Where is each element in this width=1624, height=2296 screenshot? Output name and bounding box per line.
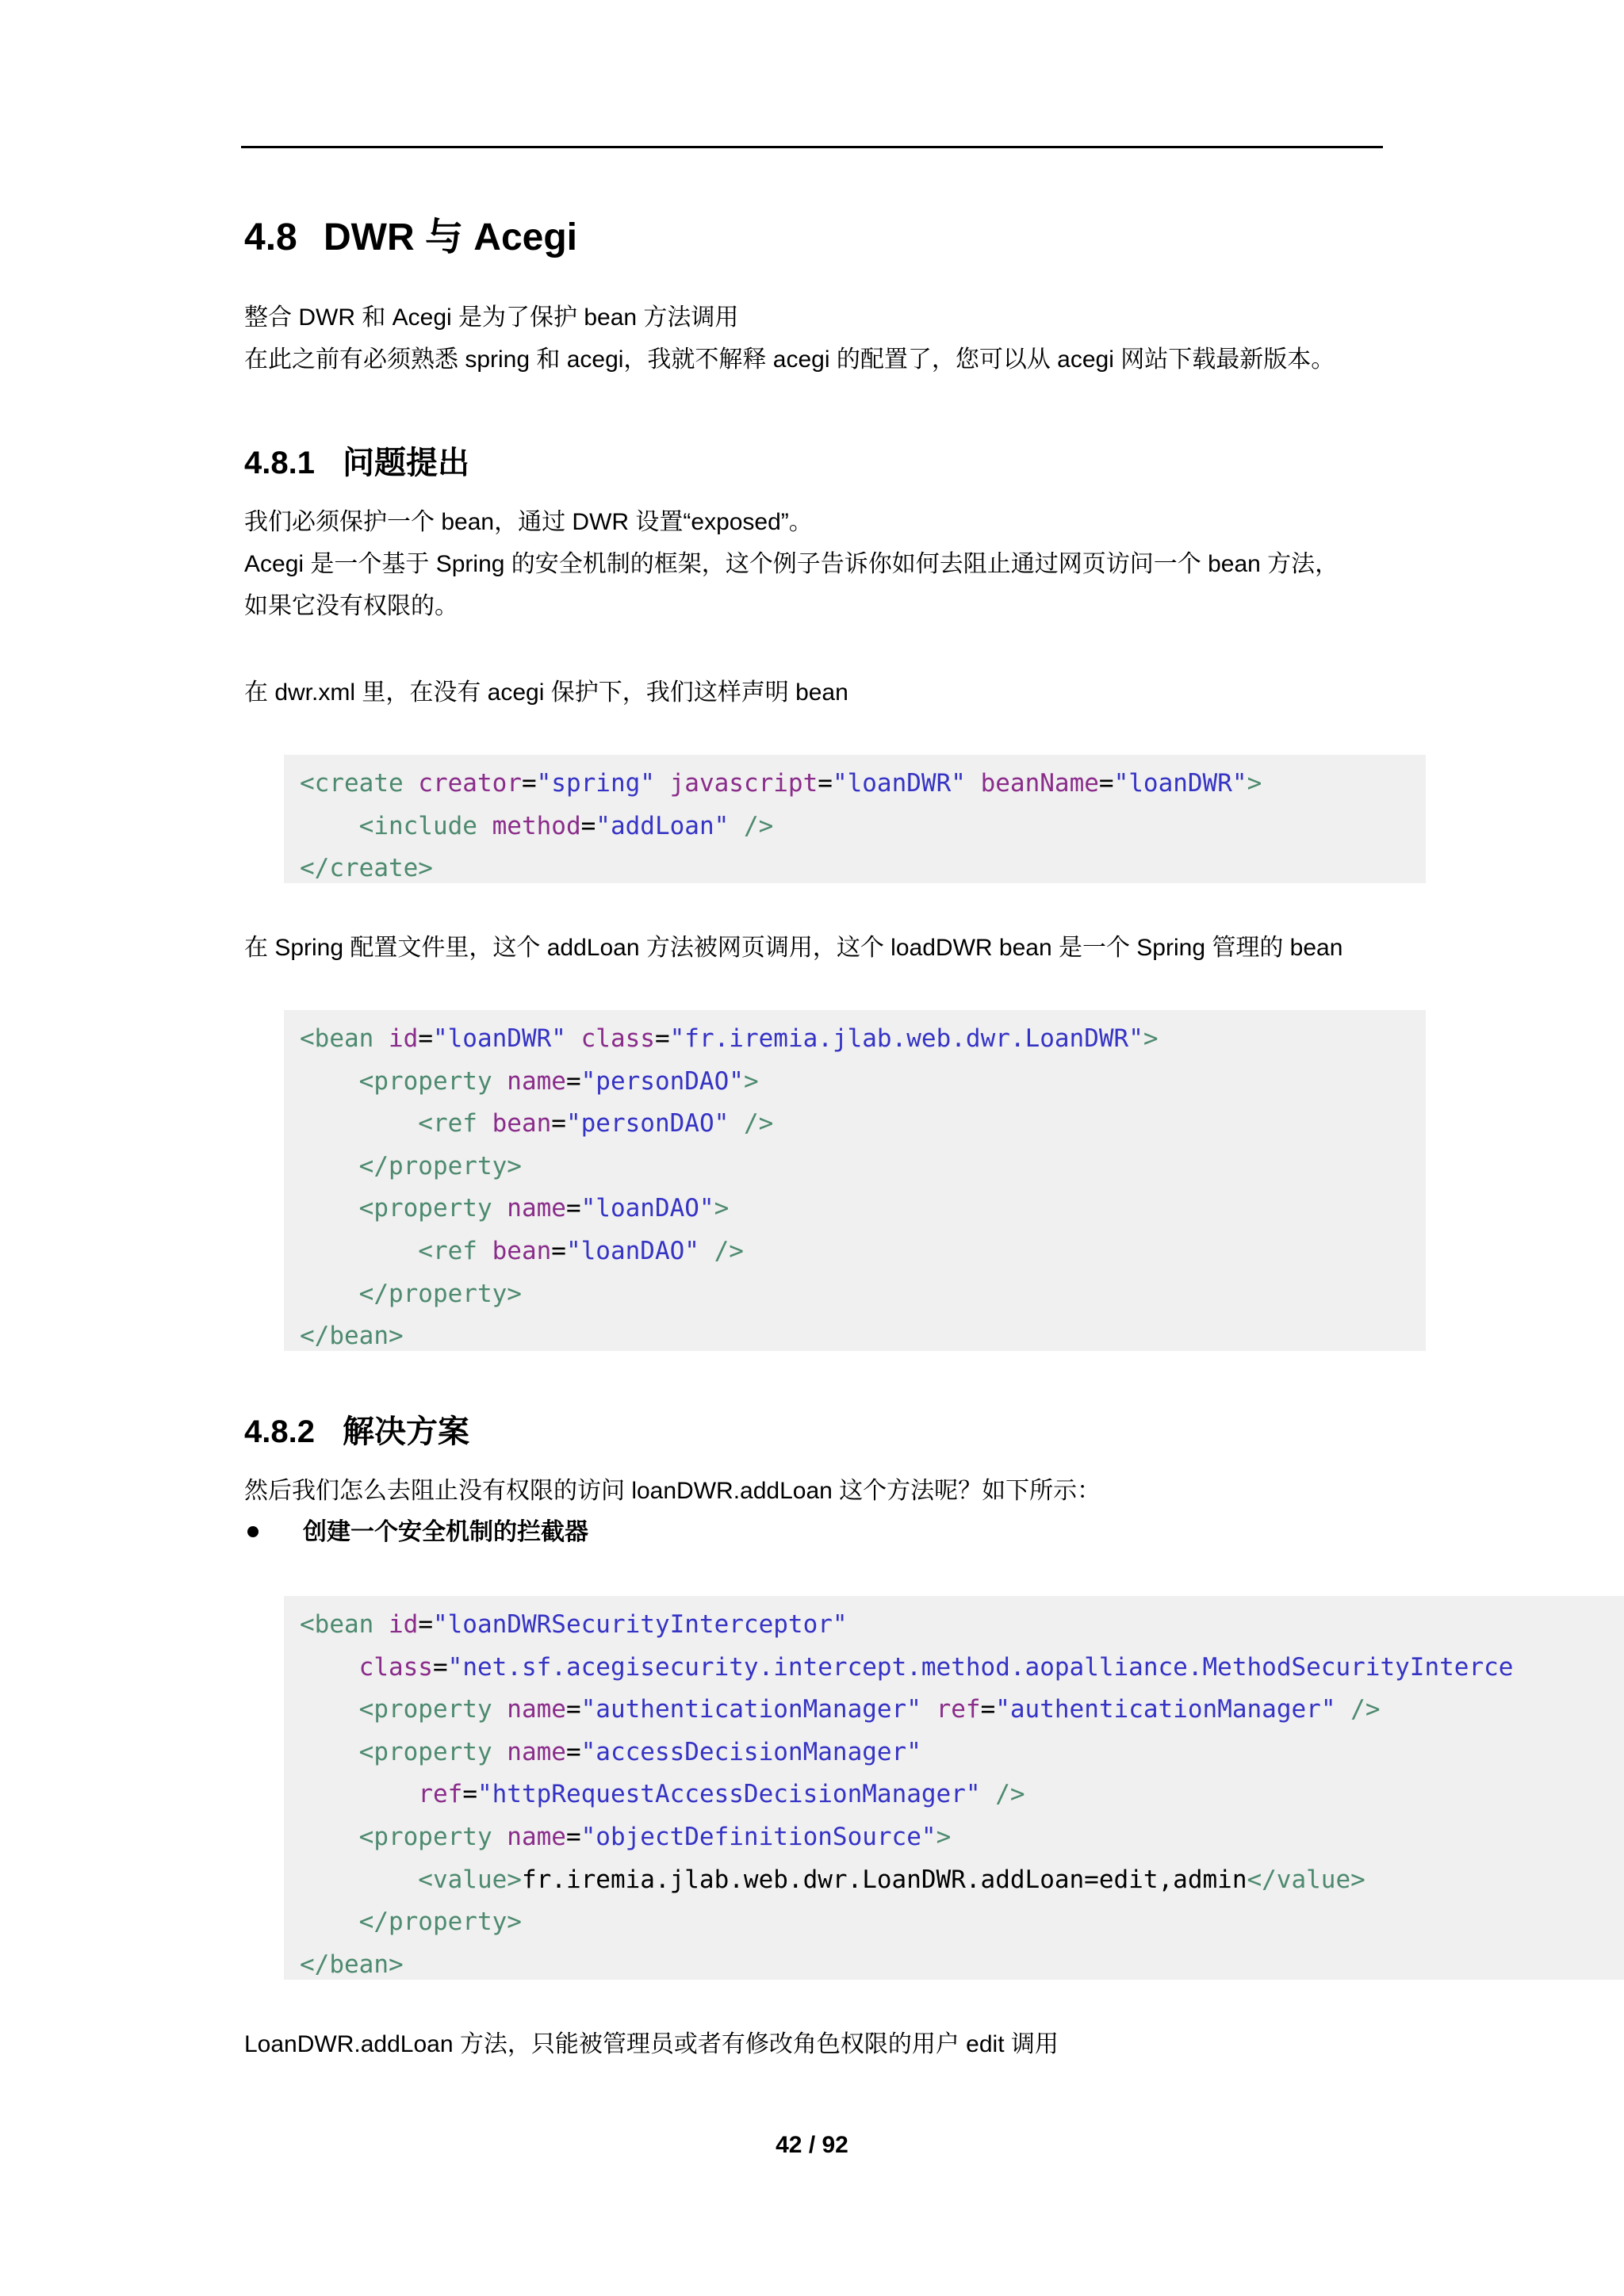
intro-line: 整合 DWR 和 Acegi 是为了保护 bean 方法调用 bbox=[244, 304, 739, 331]
solution-question bbox=[244, 1470, 1101, 1512]
code-token: = bbox=[565, 1194, 581, 1223]
code-token: "loanDWR" bbox=[432, 1024, 566, 1053]
section-title: DWR 与 Acegi bbox=[324, 216, 578, 258]
code-token: name bbox=[507, 1066, 566, 1096]
code-line bbox=[300, 1146, 1426, 1188]
code-token: "loanDWR" bbox=[832, 769, 966, 798]
code-line bbox=[300, 1604, 1624, 1647]
code-token: = bbox=[521, 769, 537, 798]
code-line bbox=[300, 763, 1426, 806]
code-token: "loanDAO" bbox=[565, 1236, 699, 1265]
section-number: 4.8 bbox=[244, 216, 297, 258]
code-token: /> bbox=[980, 1780, 1025, 1809]
code-token: javascript bbox=[669, 769, 818, 798]
code-token: <property bbox=[300, 1066, 508, 1096]
code-token: "net.sf.acegisecurity.intercept.method.aopalliance.MethodSecurityInterce bbox=[447, 1652, 1514, 1682]
bullet-icon bbox=[247, 1526, 259, 1537]
code-token bbox=[966, 769, 981, 798]
code-token: = bbox=[1098, 769, 1114, 798]
code-token: "personDAO" bbox=[580, 1066, 744, 1096]
code-token: "httpRequestAccessDecisionManager" bbox=[477, 1780, 981, 1809]
code-line bbox=[300, 1061, 1426, 1104]
code-token: > bbox=[1143, 1024, 1159, 1053]
code-token: > bbox=[1247, 769, 1262, 798]
section-heading bbox=[244, 212, 577, 263]
subsection-heading-2 bbox=[244, 1410, 469, 1454]
problem-paragraph bbox=[244, 501, 1339, 627]
code-token: </create> bbox=[300, 854, 433, 883]
code-token: creator bbox=[418, 769, 522, 798]
code-token: <create bbox=[300, 769, 419, 798]
code-token: "accessDecisionManager" bbox=[580, 1737, 921, 1766]
solution-question-text: 然后我们怎么去阻止没有权限的访问 loanDWR.addLoan 这个方法呢？如下所示： bbox=[244, 1478, 1101, 1504]
code-token: id bbox=[388, 1610, 419, 1639]
code-token: <include bbox=[300, 811, 492, 840]
code-line bbox=[300, 1018, 1426, 1061]
intro-line: 在此之前有必须熟悉 spring 和 acegi，我就不解释 acegi 的配置了，您可以从 acegi 网站下载最新版本。 bbox=[244, 346, 1335, 373]
dwr-note-text: 在 dwr.xml 里，在没有 acegi 保护下，我们这样声明 bean bbox=[244, 679, 848, 706]
code-line bbox=[300, 1647, 1624, 1689]
code-token: /> bbox=[729, 1109, 774, 1138]
code-token: "authenticationManager" bbox=[995, 1695, 1336, 1724]
code-token: name bbox=[507, 1695, 566, 1724]
code-token: <value> bbox=[300, 1865, 522, 1894]
code-token: <ref bbox=[300, 1236, 492, 1265]
code-token: "spring" bbox=[536, 769, 655, 798]
code-token: > bbox=[714, 1194, 730, 1223]
code-token: </bean> bbox=[300, 1950, 404, 1979]
code-token bbox=[921, 1695, 936, 1724]
code-token: "addLoan" bbox=[596, 811, 730, 840]
code-line bbox=[300, 1230, 1426, 1273]
code-token: <bean bbox=[300, 1610, 389, 1639]
code-token: ref bbox=[418, 1780, 463, 1809]
code-line bbox=[300, 848, 1426, 883]
conclusion-paragraph bbox=[244, 2023, 1059, 2065]
code-token: <property bbox=[300, 1695, 508, 1724]
bullet-item bbox=[244, 1511, 588, 1553]
code-token: = bbox=[565, 1822, 581, 1851]
code-token: <ref bbox=[300, 1109, 492, 1138]
code-token: beanName bbox=[980, 769, 1099, 798]
code-token: name bbox=[507, 1194, 566, 1223]
bullet-text: 创建一个安全机制的拦截器 bbox=[303, 1519, 588, 1545]
code-line bbox=[300, 1188, 1426, 1230]
code-token: /> bbox=[1335, 1695, 1381, 1724]
code-line bbox=[300, 1859, 1624, 1902]
current-page: 42 bbox=[776, 2132, 802, 2158]
page-number bbox=[0, 2128, 1624, 2163]
dwr-note bbox=[244, 672, 848, 714]
subsection-heading-1 bbox=[244, 441, 469, 485]
code-token: </property> bbox=[300, 1279, 522, 1308]
code-token: = bbox=[462, 1780, 477, 1809]
code-line bbox=[300, 1816, 1624, 1859]
code-token: bean bbox=[492, 1109, 552, 1138]
code-token: <bean bbox=[300, 1024, 389, 1053]
problem-line: 我们必须保护一个 bean，通过 DWR 设置“exposed”。 bbox=[244, 509, 813, 535]
code-token: = bbox=[580, 811, 596, 840]
code-token: name bbox=[507, 1822, 566, 1851]
code-token: name bbox=[507, 1737, 566, 1766]
code-token: = bbox=[565, 1695, 581, 1724]
subsection-number: 4.8.2 bbox=[244, 1414, 315, 1449]
code-token: = bbox=[565, 1737, 581, 1766]
code-token: = bbox=[980, 1695, 996, 1724]
code-token: = bbox=[565, 1066, 581, 1096]
code-block-spring-bean bbox=[284, 1010, 1426, 1351]
code-token: /> bbox=[699, 1236, 744, 1265]
code-token: class bbox=[358, 1652, 433, 1682]
header-rule bbox=[241, 146, 1383, 148]
code-line bbox=[300, 1273, 1426, 1316]
problem-line: 如果它没有权限的。 bbox=[244, 593, 458, 619]
code-token bbox=[566, 1024, 581, 1053]
subsection-title: 问题提出 bbox=[343, 446, 469, 480]
code-token: = bbox=[418, 1024, 433, 1053]
code-token: "fr.iremia.jlab.web.dwr.LoanDWR" bbox=[669, 1024, 1143, 1053]
total-pages: 92 bbox=[822, 2132, 848, 2158]
intro-paragraph bbox=[244, 297, 1335, 381]
code-token: <property bbox=[300, 1737, 508, 1766]
subsection-number: 4.8.1 bbox=[244, 446, 315, 480]
code-token: "objectDefinitionSource" bbox=[580, 1822, 936, 1851]
code-token: = bbox=[654, 1024, 670, 1053]
spring-note bbox=[244, 927, 1342, 969]
code-line bbox=[300, 1732, 1624, 1774]
code-token: > bbox=[936, 1822, 952, 1851]
code-token: </value> bbox=[1247, 1865, 1365, 1894]
code-token: > bbox=[743, 1066, 759, 1096]
code-line bbox=[300, 806, 1426, 848]
code-token: = bbox=[551, 1109, 566, 1138]
problem-line: Acegi 是一个基于 Spring 的安全机制的框架，这个例子告诉你如何去阻止通过网页访问一个 bean 方法， bbox=[244, 551, 1339, 577]
code-token bbox=[300, 1653, 359, 1682]
code-line bbox=[300, 1944, 1624, 1980]
code-token: bean bbox=[492, 1236, 552, 1265]
code-token: fr.iremia.jlab.web.dwr.LoanDWR.addLoan=edit,admin bbox=[521, 1865, 1247, 1894]
spring-note-text: 在 Spring 配置文件里，这个 addLoan 方法被网页调用，这个 loadDWR bean 是一个 Spring 管理的 bean bbox=[244, 935, 1343, 961]
code-block-security-interceptor bbox=[284, 1596, 1624, 1980]
code-token: class bbox=[580, 1024, 655, 1053]
code-token: </property> bbox=[300, 1908, 522, 1937]
code-token: ref bbox=[936, 1695, 981, 1724]
code-line bbox=[300, 1901, 1624, 1944]
code-block-dwr-xml bbox=[284, 755, 1426, 883]
code-token: </property> bbox=[300, 1151, 522, 1181]
conclusion-text: LoanDWR.addLoan 方法，只能被管理员或者有修改角色权限的用户 edit 调用 bbox=[244, 2031, 1059, 2057]
code-line bbox=[300, 1315, 1426, 1351]
code-token: "loanDWRSecurityInterceptor" bbox=[432, 1610, 848, 1639]
code-line bbox=[300, 1774, 1624, 1816]
code-token: "loanDAO" bbox=[580, 1194, 714, 1223]
code-token: <property bbox=[300, 1822, 508, 1851]
code-token: = bbox=[818, 769, 833, 798]
code-token: = bbox=[418, 1610, 433, 1639]
subsection-title: 解决方案 bbox=[343, 1414, 469, 1449]
code-token bbox=[655, 769, 670, 798]
code-token: id bbox=[388, 1024, 419, 1053]
code-token: = bbox=[551, 1236, 566, 1265]
code-token: method bbox=[492, 811, 581, 840]
code-token: <property bbox=[300, 1194, 508, 1223]
code-token bbox=[300, 1780, 418, 1808]
code-token: = bbox=[432, 1652, 448, 1682]
page-separator: / bbox=[802, 2132, 822, 2158]
code-token: /> bbox=[729, 811, 774, 840]
code-token: "authenticationManager" bbox=[580, 1695, 921, 1724]
code-token: "loanDWR" bbox=[1113, 769, 1247, 798]
code-token: </bean> bbox=[300, 1322, 404, 1351]
code-token: "personDAO" bbox=[565, 1109, 730, 1138]
code-line bbox=[300, 1689, 1624, 1732]
code-line bbox=[300, 1103, 1426, 1146]
